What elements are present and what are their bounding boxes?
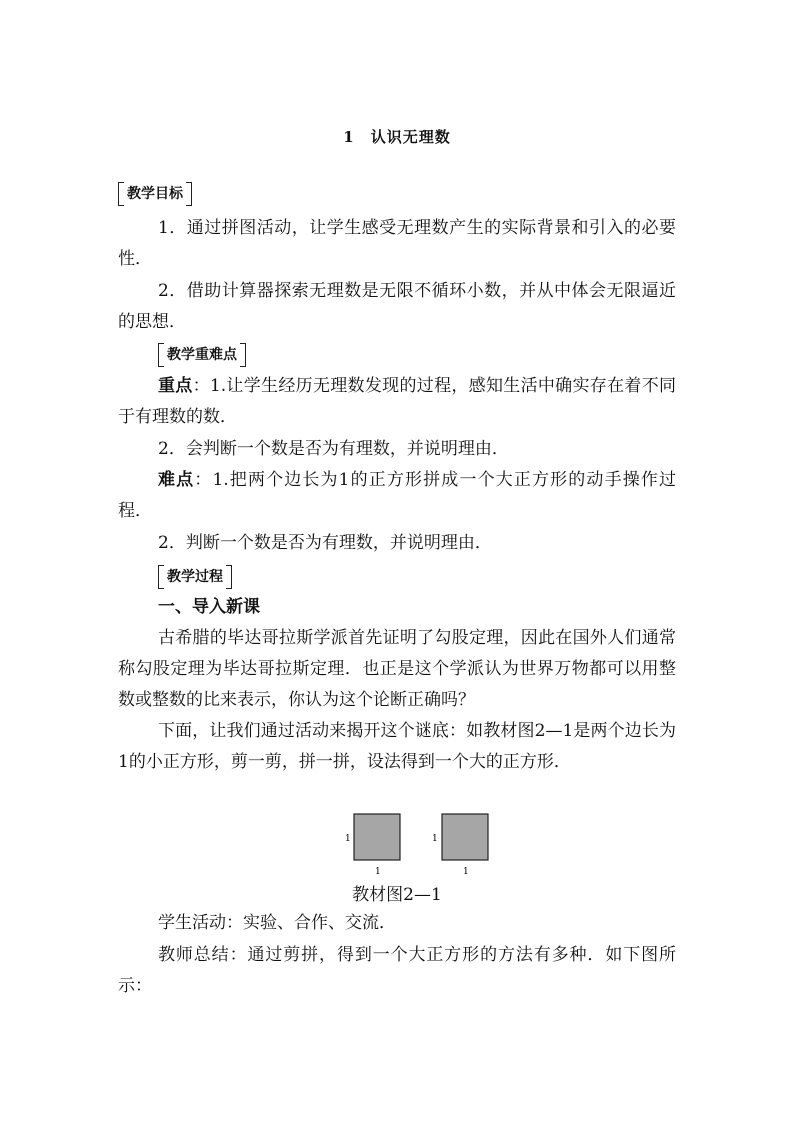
label-right-bottom: 1 — [463, 867, 469, 877]
difficulty-label: 难点 — [158, 470, 195, 490]
figure-two-squares — [330, 806, 500, 878]
figure-caption: 教材图2—1 — [352, 885, 442, 905]
label-left-bottom: 1 — [375, 867, 381, 877]
process-para-2: 下面，让我们通过活动来揭开这个谜底：如教材图2—1是两个边长为1的小正方形，剪一剪，拼一拼，设法得到一个大的正方形． — [118, 721, 676, 772]
focus-1-text: ：1.让学生经历无理数发现的过程，感知生活中确实存在着不同于有理数的数． — [118, 376, 677, 427]
goal-item-1: 1．通过拼图活动，让学生感受无理数产生的实际背景和引入的必要性． — [118, 218, 676, 269]
key-difficulty-2: 2．判断一个数是否为有理数，并说明理由． — [158, 533, 492, 553]
section-goals: 教学目标 — [118, 182, 192, 206]
process-heading: 一、导入新课 — [158, 597, 260, 617]
goal-item-2: 2．借助计算器探索无理数是无限不循环小数，并从中体会无限逼近的思想． — [118, 281, 676, 332]
title-number: 1 — [343, 128, 355, 146]
process-para-4: 教师总结：通过剪拼，得到一个大正方形的方法有多种．如下图所示： — [118, 945, 676, 996]
label-left-side: 1 — [345, 834, 351, 844]
page-title — [0, 126, 794, 147]
section-process: 教学过程 — [158, 565, 232, 589]
section-key-points: 教学重难点 — [158, 343, 246, 367]
square-right — [442, 814, 488, 860]
label-right-side: 1 — [432, 834, 438, 844]
process-para-3: 学生活动：实验、合作、交流． — [158, 913, 396, 933]
focus-label: 重点 — [158, 376, 193, 396]
title-text: 认识无理数 — [370, 128, 451, 146]
square-left — [354, 814, 400, 860]
process-para-1: 古希腊的毕达哥拉斯学派首先证明了勾股定理，因此在国外人们通常称勾股定理为毕达哥拉斯定理．也正是这个学派认为世界万物都可以用整数或整数的比来表示，你认为这个论断正确吗？ — [118, 628, 676, 710]
key-difficulty-1 — [118, 465, 676, 527]
difficulty-1-text: ：1.把两个边长为1的正方形拼成一个大正方形的动手操作过程． — [118, 470, 677, 521]
key-focus-2: 2．会判断一个数是否为有理数，并说明理由． — [158, 439, 509, 459]
key-focus-1 — [118, 371, 676, 433]
